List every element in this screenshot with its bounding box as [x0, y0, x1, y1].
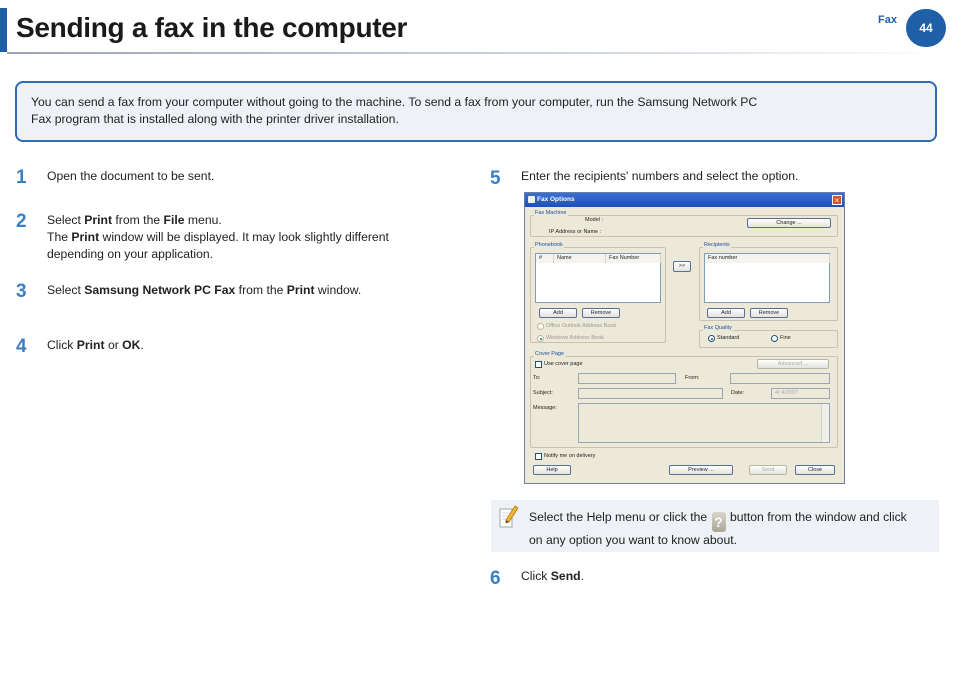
- notify-delivery-label: Notify me on delivery: [544, 453, 596, 459]
- note-pencil-icon: [498, 505, 520, 531]
- step-3-bold-fax: Samsung Network PC Fax: [84, 283, 236, 297]
- use-cover-page-label: Use cover page: [544, 361, 583, 367]
- notify-delivery-checkbox[interactable]: [535, 453, 542, 460]
- page-title: Sending a fax in the computer: [16, 12, 408, 43]
- step-6-bold-send: Send: [550, 569, 581, 583]
- step-6-text: [521, 568, 584, 585]
- date-field[interactable]: 4/ 4/2007: [771, 388, 830, 399]
- step-6-text-c: .: [580, 569, 584, 583]
- step-2-bold-file: File: [163, 213, 185, 227]
- to-label: To:: [533, 375, 541, 381]
- step-3-text-e: window.: [314, 283, 362, 297]
- note-line-2: on any option you want to know about.: [529, 533, 738, 547]
- recipients-label: Recipients: [704, 242, 730, 248]
- fax-quality-label: Fax Quality: [704, 325, 732, 331]
- step-6-number: 6: [490, 568, 501, 589]
- recipients-col-fax: Fax number: [705, 254, 830, 263]
- subject-label: Subject:: [533, 390, 553, 396]
- close-button[interactable]: Close: [795, 465, 835, 475]
- change-button[interactable]: Change ...: [747, 218, 831, 228]
- close-icon[interactable]: ×: [832, 195, 842, 205]
- subject-field[interactable]: [578, 388, 723, 399]
- date-label: Date:: [731, 390, 745, 396]
- recipients-add-button[interactable]: Add: [707, 308, 745, 318]
- note-text-before: Select the Help menu or click the: [529, 510, 708, 524]
- use-cover-page-checkbox[interactable]: [535, 361, 542, 368]
- page-number-badge: 44: [906, 9, 946, 47]
- step-5-text: Enter the recipients' numbers and select the option.: [521, 169, 799, 183]
- model-label: Model :: [585, 217, 604, 223]
- page-header: [0, 8, 954, 54]
- outlook-label: Office Outlook Address Book: [546, 323, 617, 329]
- title-divider: [7, 52, 942, 54]
- phonebook-col-name: Name: [554, 254, 606, 263]
- step-3-text-c: from the: [235, 283, 287, 297]
- step-4-bold-print: Print: [76, 338, 105, 352]
- step-2-bold-print-2: Print: [71, 230, 100, 244]
- step-1-number: 1: [16, 167, 27, 188]
- fine-quality-label: Fine: [780, 335, 791, 341]
- standard-quality-radio[interactable]: [708, 335, 715, 342]
- fax-app-icon: [528, 196, 535, 203]
- step-2-text-e: menu.: [184, 213, 222, 227]
- step-3-number: 3: [16, 281, 27, 302]
- step-4-text-e: .: [140, 338, 144, 352]
- advanced-button[interactable]: Advanced ...: [757, 359, 829, 369]
- window-title: Fax Options: [537, 196, 575, 203]
- step-2-bold-print: Print: [84, 213, 113, 227]
- move-to-recipients-button[interactable]: >>: [673, 261, 691, 272]
- preview-button[interactable]: Preview ...: [669, 465, 733, 475]
- step-2-number: 2: [16, 211, 27, 232]
- step-5-number: 5: [490, 168, 501, 189]
- title-accent-bar: [0, 8, 7, 52]
- step-2-text-h: window will be displayed. It may look slightly different: [99, 230, 389, 244]
- fax-options-window: [524, 192, 845, 484]
- step-4-text-a: Click: [47, 338, 77, 352]
- step-4-text: [47, 337, 144, 354]
- cover-page-label: Cover Page: [535, 351, 565, 357]
- phonebook-col-index: #: [536, 254, 554, 263]
- message-scrollbar[interactable]: [821, 404, 829, 442]
- note-text: [529, 509, 929, 549]
- fine-quality-radio[interactable]: [771, 335, 778, 342]
- intro-line-1: You can send a fax from your computer without going to the machine. To send a fax from your computer, run the Samsung Network PC: [31, 95, 758, 109]
- step-2-text: [47, 212, 467, 263]
- step-2-text-i: depending on your application.: [47, 247, 214, 261]
- step-6-text-a: Click: [521, 569, 551, 583]
- to-field[interactable]: [578, 373, 676, 384]
- phonebook-col-fax: Fax Number: [606, 254, 661, 263]
- message-field[interactable]: [578, 403, 830, 443]
- from-field[interactable]: [730, 373, 830, 384]
- from-label: From:: [685, 375, 700, 381]
- section-label: Fax: [878, 14, 897, 26]
- step-3-text: [47, 282, 361, 299]
- send-button[interactable]: Send: [749, 465, 787, 475]
- help-button[interactable]: Help: [533, 465, 571, 475]
- step-4-text-c: or: [104, 338, 123, 352]
- windows-address-label: Windows Address Book: [546, 335, 604, 341]
- windows-address-radio[interactable]: [537, 335, 544, 342]
- note-text-after: button from the window and click: [729, 510, 907, 524]
- standard-quality-label: Standard: [717, 335, 740, 341]
- recipients-remove-button[interactable]: Remove: [750, 308, 788, 318]
- phonebook-remove-button[interactable]: Remove: [582, 308, 620, 318]
- step-2-text-c: from the: [112, 213, 164, 227]
- help-question-icon: ?: [712, 512, 726, 532]
- intro-box: [15, 81, 937, 142]
- phonebook-add-button[interactable]: Add: [539, 308, 577, 318]
- message-label: Message:: [533, 405, 557, 411]
- window-titlebar: [525, 193, 844, 207]
- recipients-list[interactable]: [704, 253, 830, 303]
- phonebook-label: Phonebook: [535, 242, 563, 248]
- ip-address-label: IP Address or Name :: [549, 229, 602, 235]
- fax-machine-label: Fax Machine: [535, 210, 567, 216]
- step-3-text-a: Select: [47, 283, 85, 297]
- phonebook-list[interactable]: [535, 253, 661, 303]
- step-2-text-f: The: [47, 230, 72, 244]
- intro-line-2: Fax program that is installed along with the printer driver installation.: [31, 112, 399, 126]
- outlook-radio[interactable]: [537, 323, 544, 330]
- step-4-number: 4: [16, 336, 27, 357]
- step-1-text: Open the document to be sent.: [47, 169, 215, 183]
- step-2-text-a: Select: [47, 213, 85, 227]
- step-3-bold-print: Print: [286, 283, 315, 297]
- step-4-bold-ok: OK: [122, 338, 141, 352]
